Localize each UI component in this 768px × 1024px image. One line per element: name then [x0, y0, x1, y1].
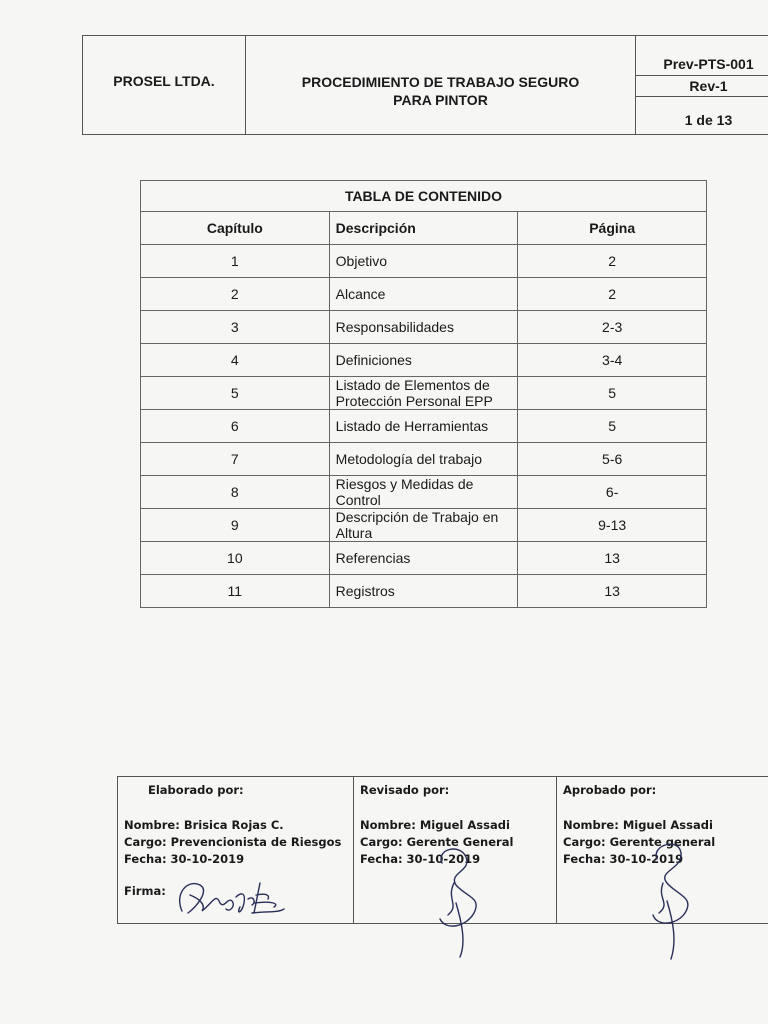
page-number: 1 de 13 — [684, 112, 733, 128]
row-chapter: 2 — [141, 278, 330, 311]
table-row — [141, 245, 707, 278]
revisado-section — [354, 777, 557, 923]
revisado-fecha: Fecha: 30-10-2019 — [360, 852, 481, 866]
table-row — [141, 476, 707, 509]
row-page: 9-13 — [518, 509, 707, 542]
table-of-contents — [140, 180, 707, 608]
row-description: Listado de Herramientas — [329, 410, 518, 443]
title-line-2: PARA PINTOR — [393, 92, 488, 108]
handwritten-signature-icon — [170, 873, 288, 919]
row-description: Listado de Elementos de Protección Personal EPP — [329, 377, 518, 410]
document-codes — [636, 36, 768, 134]
row-chapter: 6 — [141, 410, 330, 443]
aprobado-nombre: Nombre: Miguel Assadi — [563, 818, 713, 832]
row-description: Referencias — [329, 542, 518, 575]
aprobado-section — [557, 777, 768, 923]
row-description: Objetivo — [329, 245, 518, 278]
row-page: 3-4 — [518, 344, 707, 377]
table-row — [141, 377, 707, 410]
elaborado-nombre: Nombre: Brisica Rojas C. — [124, 818, 284, 832]
table-row — [141, 575, 707, 608]
row-page: 5-6 — [518, 443, 707, 476]
row-page: 5 — [518, 377, 707, 410]
row-description: Descripción de Trabajo en Altura — [329, 509, 518, 542]
row-chapter: 8 — [141, 476, 330, 509]
column-header-chapter: Capítulo — [141, 212, 330, 245]
row-chapter: 3 — [141, 311, 330, 344]
aprobado-cargo: Cargo: Gerente general — [563, 835, 716, 849]
table-row — [141, 410, 707, 443]
toc-caption: TABLA DE CONTENIDO — [141, 181, 707, 212]
row-page: 2 — [518, 278, 707, 311]
row-chapter: 7 — [141, 443, 330, 476]
title-line-1: PROCEDIMIENTO DE TRABAJO SEGURO — [301, 74, 580, 90]
handwritten-signature-icon — [639, 837, 709, 961]
aprobado-fecha: Fecha: 30-10-2019 — [563, 852, 684, 866]
table-row — [141, 278, 707, 311]
row-page: 6- — [518, 476, 707, 509]
elaborado-section — [118, 777, 354, 923]
elaborado-fecha: Fecha: 30-10-2019 — [124, 852, 245, 866]
table-row — [141, 509, 707, 542]
row-description: Metodología del trabajo — [329, 443, 518, 476]
aprobado-heading: Aprobado por: — [563, 783, 657, 797]
row-chapter: 5 — [141, 377, 330, 410]
table-row — [141, 344, 707, 377]
row-description: Registros — [329, 575, 518, 608]
row-chapter: 10 — [141, 542, 330, 575]
row-page: 13 — [518, 575, 707, 608]
toc-rows — [141, 245, 707, 608]
row-page: 5 — [518, 410, 707, 443]
elaborado-cargo: Cargo: Prevencionista de Riesgos — [124, 835, 342, 849]
revisado-heading: Revisado por: — [360, 783, 450, 797]
row-description: Responsabilidades — [329, 311, 518, 344]
row-description: Alcance — [329, 278, 518, 311]
row-chapter: 1 — [141, 245, 330, 278]
elaborado-heading: Elaborado por: — [148, 783, 244, 797]
table-row — [141, 311, 707, 344]
revisado-cargo: Cargo: Gerente General — [360, 835, 514, 849]
document-code: Prev-PTS-001 — [636, 36, 768, 76]
document-title — [246, 36, 636, 134]
firma-row — [124, 884, 347, 898]
table-row — [141, 542, 707, 575]
column-header-page: Página — [518, 212, 707, 245]
revision-number: Rev-1 — [636, 76, 768, 97]
row-description: Definiciones — [329, 344, 518, 377]
table-row — [141, 443, 707, 476]
row-chapter: 9 — [141, 509, 330, 542]
firma-label: Firma: — [124, 884, 166, 898]
document-header — [82, 35, 768, 135]
company-name: PROSEL LTDA. — [83, 36, 246, 134]
row-chapter: 11 — [141, 575, 330, 608]
handwritten-signature-icon — [426, 843, 496, 959]
revisado-nombre: Nombre: Miguel Assadi — [360, 818, 510, 832]
row-description: Riesgos y Medidas de Control — [329, 476, 518, 509]
row-page: 13 — [518, 542, 707, 575]
row-page: 2 — [518, 245, 707, 278]
row-page: 2-3 — [518, 311, 707, 344]
approval-block — [117, 776, 768, 924]
column-header-description: Descripción — [329, 212, 518, 245]
row-chapter: 4 — [141, 344, 330, 377]
